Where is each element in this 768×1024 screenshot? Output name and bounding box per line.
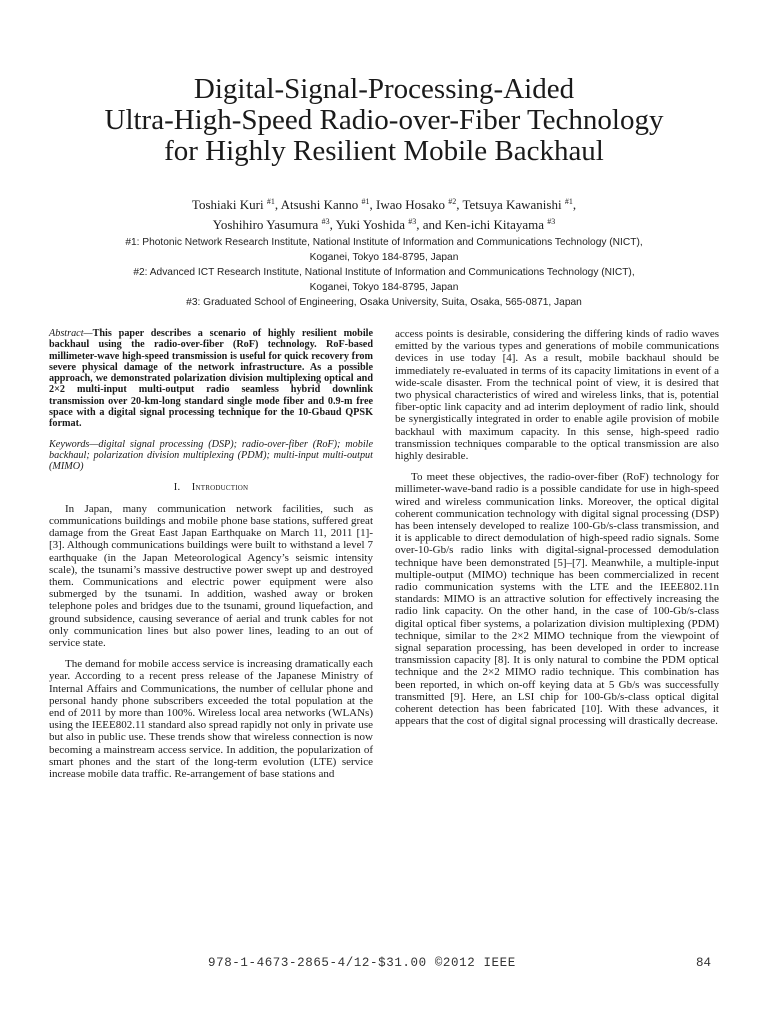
page-number: 84 <box>696 956 712 970</box>
affiliation-1-address: Koganei, Tokyo 184-8795, Japan <box>309 252 459 263</box>
title-line-3: for Highly Resilient Mobile Backhaul <box>164 135 604 167</box>
affiliation-2: #2: Advanced ICT Research Institute, National Institute of Information and Communications Technology (NICT), <box>133 267 635 278</box>
right-column <box>395 328 719 737</box>
paragraph: The demand for mobile access service is increasing dramatically each year. According to a recent press release of the Japanese Ministry of Internal Affairs and Communications, the number of cellular phone and personal handy phone subscribers exceeded the total population at the end of 2011 by more than 100%. Wireless local area networks (WLANs) using the IEEE802.11 standard also spread rapidly not only in private use but also in public use. These trends show that wireless connection is now becoming a mainstream access service. In addition, the popularization of smart phones and the start of the long-term evolution (LTE) service increase mobile data traffic. Re-arrangement of base stations and <box>49 658 373 781</box>
affiliation-mark: #3 <box>408 217 417 226</box>
author-name: Atsushi Kanno <box>280 197 359 212</box>
affiliation-mark: #3 <box>547 217 556 226</box>
affiliation-mark: #1 <box>564 197 573 206</box>
author-name: Toshiaki Kuri <box>191 197 264 212</box>
paragraph: access points is desirable, considering the differing kinds of radio waves emitted by the various types and generations of mobile communications devices in use today [4]. As a result, mobile backhaul should be immediately re-evaluated in terms of its capacity limitations in event of a wide-scale disaster. From the technical point of view, it is desired that two physical characteristics of wired and wireless links, that is, potential fiber-optic link capacity and ad interim deployment of radio link, should be synergistically integrated in order to enable agile provision of mobile backhaul with maximum capacity. In this sense, high-speed radio transmission techniques comparable to the optical transmission are also highly desirable. <box>395 328 719 463</box>
paragraph: In Japan, many communication network facilities, such as communications buildings and mobile phone base stations, suffered great damage from the Great East Japan Earthquake on March 11, 2011 [1]-[3]. Although communications buildings were built to withstand a level 7 earthquake (in the Japan Meteorological Agency’s seismic intensity scale), the tsunami’s massive destructive power swept up and destroyed them. Communications and electric power equipment were also submerged by the tsunami. In addition, washed away or broken telephone poles and bridges due to the tsunami, ground liquefaction, and ground subsidence, causing severance of aerial and trunk cables for not only communication lines but also power lines, leading to an out of service state. <box>49 502 373 649</box>
author-separator: , and <box>416 217 445 232</box>
author-separator: , <box>274 197 281 212</box>
left-column <box>49 328 373 789</box>
author-name: Tetsuya Kawanishi <box>462 197 562 212</box>
paragraph: To meet these objectives, the radio-over-fiber (RoF) technology for millimeter-wave-band radio is a possible candidate for use in high-speed wired and wireless communication links. Moreover, the optical digital coherent communication technology with digital signal processing (DSP) has been intensely developed to realize 100-Gb/s-class transmission, and it is applicable to direct demodulation of high-speed radio signals. Some over-10-Gb/s radio links with digital-signal-processed demodulation technique have been demonstrated [5]–[7]. Meanwhile, a multiple-input multiple-output (MIMO) technique has been commercialized in recent radio communication systems with the LTE and the IEEE802.11n standards: MIMO is an attractive solution for effectively increasing the radio link capacity. On the other hand, in the case of 100-Gb/s-class digital optical fiber systems, a polarization division multiplexing (PDM) technique, similar to the 2×2 MIMO technique from the viewpoint of signal separation processing, has been developed in order to increase transmission capacity [8]. It is only natural to combine the PDM optical technique and the 2×2 MIMO radio technique. This combination has been reported, in which on-off keying data at 5 Gb/s was successfully transmitted [9]. Here, an LSI chip for 100-Gb/s-class optical digital coherent detection has been fabricated [10]. With these advances, it appears that the cost of digital signal processing will drastically decrease. <box>395 471 719 728</box>
affiliation-2-address: Koganei, Tokyo 184-8795, Japan <box>309 282 459 293</box>
author-separator: , <box>329 217 336 232</box>
affiliation-mark: #3 <box>321 217 330 226</box>
author-list <box>60 193 708 233</box>
abstract-lead: Abstract— <box>49 328 93 339</box>
affiliation-mark: #1 <box>361 197 370 206</box>
author-separator: , <box>369 197 377 212</box>
affiliation-3: #3: Graduated School of Engineering, Osaka University, Suita, Osaka, 565-0871, Japan <box>186 297 582 308</box>
affiliation-mark: #2 <box>448 197 457 206</box>
author-name: Iwao Hosako <box>376 197 445 212</box>
keywords: Keywords—digital signal processing (DSP); radio-over-fiber (RoF); mobile backhaul; polarization division multiplexing (PDM); multi-input multi-output (MIMO) <box>49 438 373 473</box>
affiliation-mark: #1 <box>266 197 275 206</box>
title-line-1: Digital-Signal-Processing-Aided <box>193 73 575 105</box>
author-line-1 <box>60 193 708 213</box>
title-line-2: Ultra-High-Speed Radio-over-Fiber Technology <box>104 104 664 136</box>
copyright-footer: 978-1-4673-2865-4/12-$31.00 ©2012 IEEE <box>208 956 516 970</box>
author-name: Yuki Yoshida <box>335 217 405 232</box>
section-heading <box>49 482 373 494</box>
author-name: Yoshihiro Yasumura <box>212 217 319 232</box>
abstract <box>49 328 373 430</box>
section-title: Introduction <box>191 481 249 493</box>
abstract-text: This paper describes a scenario of highly resilient mobile backhaul using the radio-over-fiber (RoF) technology. RoF-based millimeter-wave high-speed transmission is useful for quick recovery from severe physical damage of the network infrastructure. As a possible approach, we demonstrated polarization division multiplexing optical and 2×2 multi-input multi-output radio seamless hybrid downlink transmission over 20-km-long standard single mode fiber and 0.9-m free space with a digital signal processing technique for the 10-Gbaud QPSK format. <box>49 328 373 430</box>
author-separator: , <box>572 197 577 212</box>
author-line-2 <box>60 213 708 233</box>
affiliations <box>50 235 718 310</box>
author-name: Ken-ichi Kitayama <box>444 217 545 232</box>
affiliation-1: #1: Photonic Network Research Institute, National Institute of Information and Communications Technology (NICT), <box>125 237 643 248</box>
author-separator: , <box>456 197 463 212</box>
paper-title <box>40 74 728 167</box>
section-number: I. <box>173 481 181 493</box>
